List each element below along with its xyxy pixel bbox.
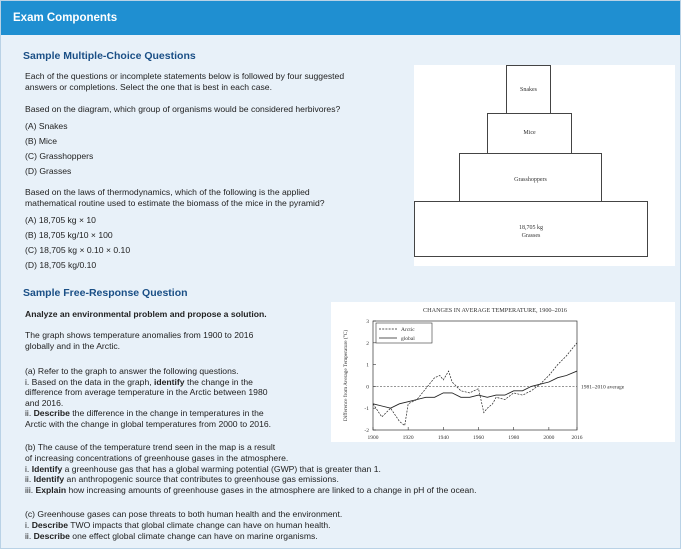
series-line-arctic xyxy=(373,343,577,426)
part-a-line: and 2016. xyxy=(25,397,64,408)
part-b-line: of increasing concentrations of greenhouse gases in the atmosphere. xyxy=(25,452,289,463)
series-line-global xyxy=(373,371,577,408)
part-b-iii xyxy=(25,485,476,496)
pyramid-tier-mice xyxy=(487,113,572,154)
q1-option-d: (D) Grasses xyxy=(25,166,72,176)
pyramid-tier-grasshoppers xyxy=(459,153,602,202)
text-run: an anthropogenic source that contributes to greenhouse gas emissions. xyxy=(64,474,339,485)
pyramid-tier-label: 18,705 kg xyxy=(519,225,543,231)
pyramid-tier-label: Grasses xyxy=(521,233,541,239)
part-c-line: (c) Greenhouse gases can pose threats to both human health and the environment. xyxy=(25,509,343,519)
text-run: ii. xyxy=(25,474,34,485)
part-b-ii xyxy=(25,474,476,485)
question-2-options xyxy=(25,213,130,273)
text-run: ii. xyxy=(25,530,34,541)
x-tick-label: 1980 xyxy=(508,435,520,441)
question-2 xyxy=(25,187,325,210)
frq-intro xyxy=(25,330,253,353)
reference-line-label: 1981–2010 average xyxy=(581,384,625,391)
frq-part-c xyxy=(25,509,342,541)
question-1 xyxy=(25,104,340,115)
frq-intro-line: The graph shows temperature anomalies from 1900 to 2016 xyxy=(25,330,254,340)
text-run: Explain xyxy=(35,485,67,496)
temperature-chart-svg xyxy=(331,302,675,442)
text-run: one effect global climate change can have on marine organisms. xyxy=(69,530,318,541)
x-tick-label: 1900 xyxy=(367,435,379,441)
pyramid-tier-label: Mice xyxy=(523,130,536,136)
text-run: i. Based on the data in the graph, xyxy=(25,376,154,387)
y-tick-label: 2 xyxy=(366,340,369,347)
text-run: ii. xyxy=(25,408,34,419)
x-tick-label: 1920 xyxy=(402,435,414,441)
question-1-text: Based on the diagram, which group of organisms would be considered herbivores? xyxy=(25,104,341,114)
frq-part-a xyxy=(25,366,271,430)
pyramid-tier-label: Snakes xyxy=(520,87,537,93)
part-c-ii xyxy=(25,531,342,542)
part-a-line: (a) Refer to the graph to answer the following questions. xyxy=(25,366,239,376)
text-run: the difference in the change in temperatures in the xyxy=(69,408,264,419)
part-b-line: (b) The cause of the temperature trend seen in the map is a result xyxy=(25,442,276,452)
pyramid-tier-snakes xyxy=(506,65,551,114)
y-tick-label: -1 xyxy=(364,406,369,413)
frq-part-b xyxy=(25,442,476,496)
part-a-ii xyxy=(25,408,271,419)
temperature-anomaly-chart xyxy=(331,302,675,442)
text-run: Identify xyxy=(31,463,63,474)
mcq-section-title: Sample Multiple-Choice Questions xyxy=(23,50,196,62)
question-2-text: mathematical routine used to estimate the biomass of the mice in the pyramid? xyxy=(25,198,325,209)
y-tick-label: 1 xyxy=(366,362,369,369)
x-tick-label: 2000 xyxy=(543,435,555,441)
part-a-line: difference from average temperature in the Arctic between 1980 xyxy=(25,387,268,398)
energy-pyramid-diagram xyxy=(414,65,675,266)
text-run: how increasing amounts of greenhouse gases in the atmosphere are linked to a change in pH of the ocean. xyxy=(66,485,477,496)
mcq-intro xyxy=(25,71,344,94)
y-tick-label: 0 xyxy=(366,384,369,391)
q2-option-d: (D) 18,705 kg/0.10 xyxy=(25,260,97,270)
mcq-intro-line: Each of the questions or incomplete statements below is followed by four suggested xyxy=(25,71,345,81)
q2-option-c: (C) 18,705 kg × 0.10 × 0.10 xyxy=(25,245,131,255)
question-2-text: Based on the laws of thermodynamics, which of the following is the applied xyxy=(25,187,310,197)
x-tick-label: 1940 xyxy=(437,435,449,441)
text-run: i. xyxy=(25,463,32,474)
part-c-i xyxy=(25,520,342,531)
text-run: iii. xyxy=(25,485,36,496)
text-run: Describe xyxy=(33,408,70,419)
mcq-intro-line: answers or completions. Select the one that is best in each case. xyxy=(25,82,272,93)
text-run: Identify xyxy=(33,474,65,485)
part-b-i xyxy=(25,464,476,475)
text-run: i. xyxy=(25,519,32,530)
pyramid-tier-label: Grasshoppers xyxy=(514,177,547,183)
x-tick-label: 1960 xyxy=(473,435,485,441)
q2-option-b: (B) 18,705 kg/10 × 100 xyxy=(25,230,113,240)
frq-heading: Analyze an environmental problem and propose a solution. xyxy=(25,309,267,319)
y-axis-label: Difference from Average Temperature (°C) xyxy=(343,329,349,422)
text-run: TWO impacts that global climate change can have on human health. xyxy=(68,519,331,530)
frq-section-title: Sample Free-Response Question xyxy=(23,287,188,299)
panel-header xyxy=(1,1,680,35)
question-1-options xyxy=(25,119,93,179)
chart-title: CHANGES IN AVERAGE TEMPERATURE, 1900–2016 xyxy=(423,307,567,314)
q1-option-b: (B) Mice xyxy=(25,136,57,146)
text-run: Describe xyxy=(31,519,68,530)
legend-label: global xyxy=(401,336,415,342)
q2-option-a: (A) 18,705 kg × 10 xyxy=(25,215,96,225)
part-a-i xyxy=(25,377,271,388)
q1-option-a: (A) Snakes xyxy=(25,121,68,131)
frq-intro-line: globally and in the Arctic. xyxy=(25,341,121,352)
panel-title: Exam Components xyxy=(13,12,118,24)
q1-option-c: (C) Grasshoppers xyxy=(25,151,94,161)
text-run: a greenhouse gas that has a global warming potential (GWP) that is greater than 1. xyxy=(62,463,381,474)
x-tick-label: 2016 xyxy=(571,435,583,441)
y-tick-label: 3 xyxy=(366,319,369,325)
part-a-line: Arctic with the change in global temperatures from 2000 to 2016. xyxy=(25,418,272,429)
text-run: Describe xyxy=(33,530,70,541)
pyramid-tier-grasses xyxy=(414,201,648,257)
legend-label: Arctic xyxy=(401,327,415,333)
text-run: the change in the xyxy=(184,376,253,387)
text-run: identify xyxy=(154,376,185,387)
y-tick-label: -2 xyxy=(364,428,369,434)
